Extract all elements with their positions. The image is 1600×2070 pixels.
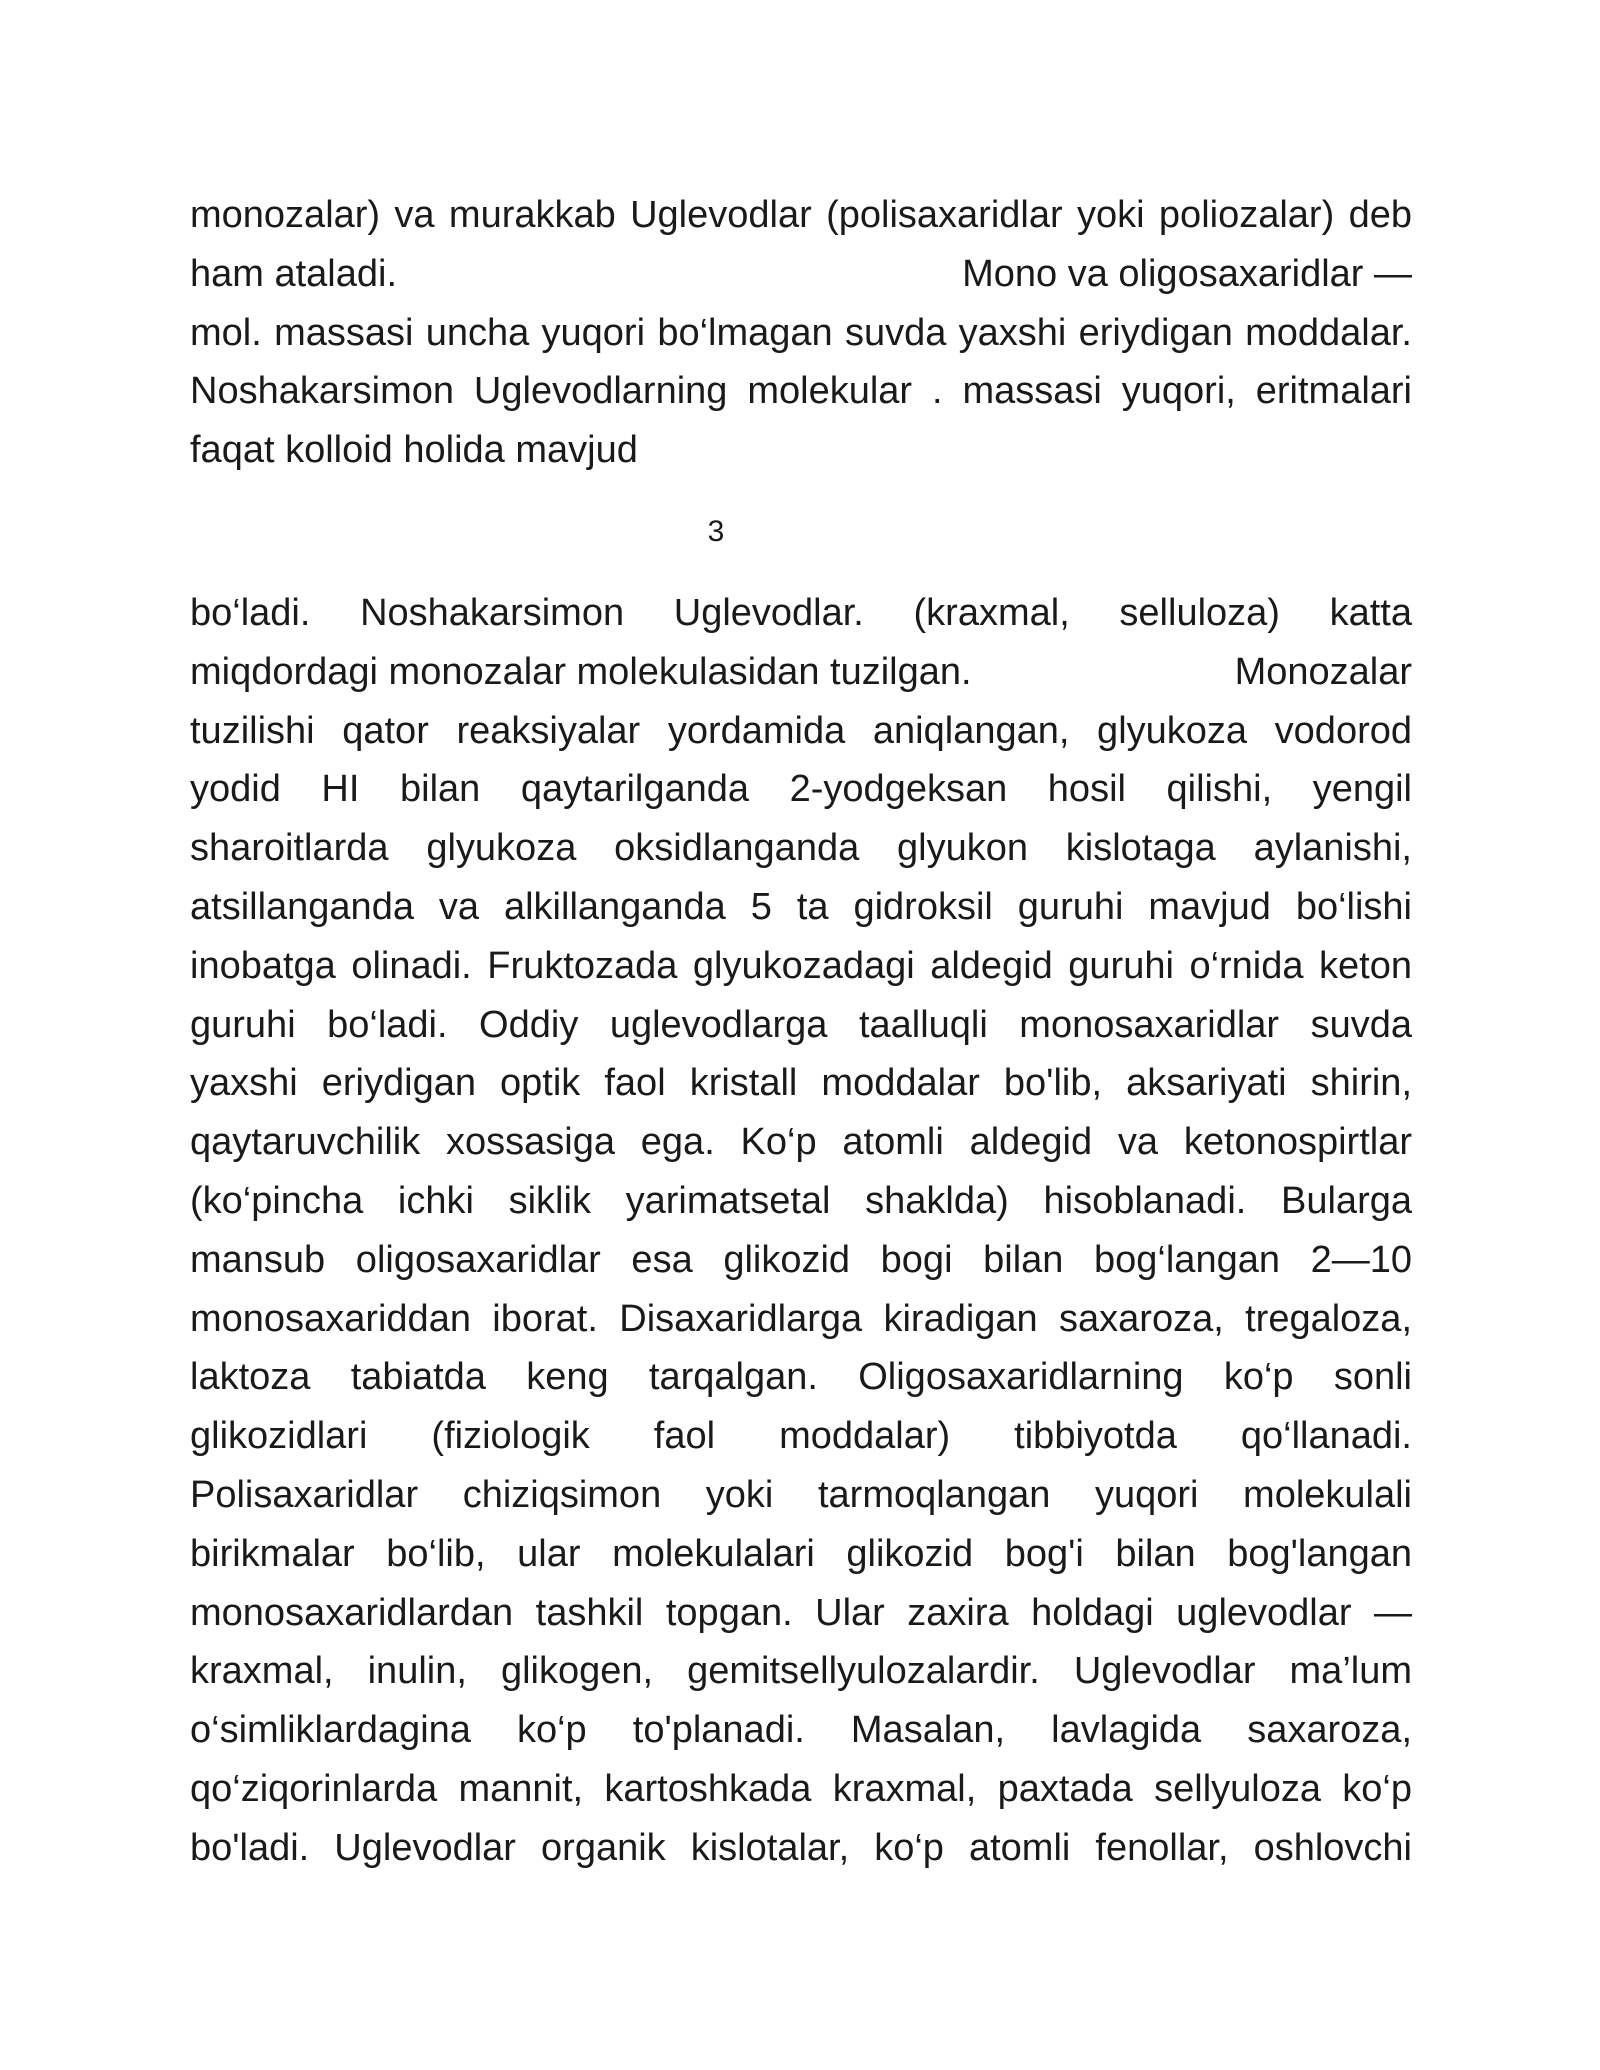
text-line: qo‘ziqorinlarda mannit, kartoshkada kraxmal, paxtada sellyuloza ko‘p — [190, 1767, 1412, 1810]
text-line: birikmalar bo‘lib, ular molekulalari glikozid bog'i bilan bog'langan — [190, 1532, 1412, 1575]
text-line: Polisaxaridlar chiziqsimon yoki tarmoqlangan yuqori molekulali — [190, 1473, 1412, 1516]
text-line: (ko‘pincha ichki siklik yarimatsetal shaklda) hisoblanadi. Bularga — [190, 1179, 1412, 1222]
text-line: o‘simliklardagina ko‘p to'planadi. Masalan, lavlagida saxaroza, — [190, 1709, 1412, 1752]
text-line: atsillanganda va alkillanganda 5 ta gidroksil guruhi mavjud bo‘lishi — [190, 885, 1412, 928]
text-line: monosaxariddan iborat. Disaxaridlarga kiradigan saxaroza, tregaloza, — [190, 1297, 1412, 1340]
text-line: monozalar) va murakkab Uglevodlar (polisaxaridlar yoki poliozalar) deb — [190, 194, 1412, 236]
text-line: sharoitlarda glyukoza oksidlanganda glyukon kislotaga aylanishi, — [190, 827, 1412, 870]
text-line: inobatga olinadi. Fruktozada glyukozadagi aldegid guruhi o‘rnida keton — [190, 944, 1412, 987]
text-line: laktoza tabiatda keng tarqalgan. Oligosaxaridlarning ko‘p sonli — [190, 1356, 1412, 1399]
text-line-left: miqdordagi monozalar molekulasidan tuzilgan. — [190, 650, 972, 693]
text-line-split — [190, 643, 1412, 702]
text-line: bo‘ladi. Noshakarsimon Uglevodlar. (kraxmal, selluloza) katta — [190, 592, 1412, 634]
text-line: monosaxaridlardan tashkil topgan. Ular zaxira holdagi uglevodlar — — [190, 1591, 1412, 1634]
text-line: yaxshi eriydigan optik faol kristall moddalar bo'lib, aksariyati shirin, — [190, 1062, 1412, 1105]
text-line: yodid HI bilan qaytarilganda 2-yodgeksan hosil qilishi, yengil — [190, 768, 1412, 811]
text-line-split — [190, 245, 1412, 304]
text-line-right: Monozalar — [1234, 650, 1412, 693]
text-line: faqat kolloid holida mavjud — [190, 429, 638, 472]
text-line: glikozidlari (fiziologik faol moddalar) tibbiyotda qo‘llanadi. — [190, 1415, 1412, 1458]
text-line: mol. massasi uncha yuqori bo‘lmagan suvda yaxshi eriydigan moddalar. — [190, 311, 1412, 354]
text-line: qaytaruvchilik xossasiga ega. Ko‘p atomli aldegid va ketonospirtlar — [190, 1121, 1412, 1164]
paragraph-bottom — [190, 584, 1412, 1878]
text-line: guruhi bo‘ladi. Oddiy uglevodlarga taalluqli monosaxaridlar suvda — [190, 1003, 1412, 1046]
paragraph-top — [190, 186, 1412, 480]
page-number: 3 — [707, 515, 725, 548]
text-line: mansub oligosaxaridlar esa glikozid bogi bilan bog‘langan 2—10 — [190, 1238, 1412, 1281]
text-line: bo'ladi. Uglevodlar organik kislotalar, ko‘p atomli fenollar, oshlovchi — [190, 1826, 1412, 1869]
text-line: tuzilishi qator reaksiyalar yordamida aniqlangan, glyukoza vodorod — [190, 709, 1412, 752]
text-line-left: ham ataladi. — [190, 252, 398, 295]
text-line: kraxmal, inulin, glikogen, gemitsellyulozalardir. Uglevodlar ma’lum — [190, 1650, 1412, 1693]
text-line-right: Mono va oligosaxaridlar — — [962, 252, 1412, 295]
text-line: Noshakarsimon Uglevodlarning molekular . massasi yuqori, eritmalari — [190, 370, 1412, 413]
